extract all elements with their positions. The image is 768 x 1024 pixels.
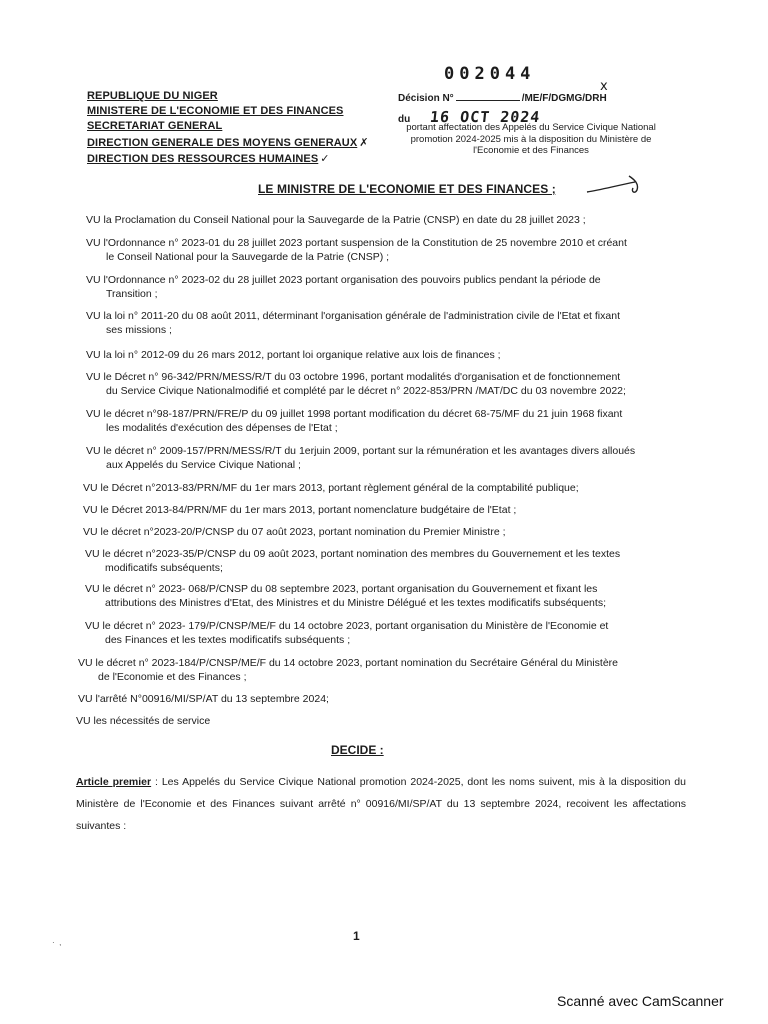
article-title: Article premier [76, 776, 152, 788]
header-administration-block [87, 89, 369, 167]
vu-item-line: VU le décret n°2023-35/P/CNSP du 09 août 2023, portant nomination des membres du Gouvernement et les textes [85, 548, 621, 560]
vu-item-line: VU le Décret 2013-84/PRN/MF du 1er mars 2013, portant nomenclature budgétaire de l'Etat ; [83, 504, 517, 516]
vu-item [85, 582, 685, 610]
vu-item-continuation: modificatifs subséquents; [105, 562, 223, 574]
vu-item [78, 692, 678, 706]
vu-item-continuation: aux Appelés du Service Civique National ; [106, 459, 301, 471]
handwritten-mark-icon: ✗ [359, 135, 369, 149]
vu-item-line: VU le décret n° 2023- 179/P/CNSP/ME/F du 14 octobre 2023, portant organisation du Ministère de l'Economie et [85, 620, 609, 632]
vu-item [85, 547, 685, 575]
vu-item-line: VU le décret n° 2009-157/PRN/MESS/R/T du 1erjuin 2009, portant sur la rémunération et les avantages divers alloués [86, 445, 636, 457]
header-direction-rh [87, 151, 369, 167]
decide-heading: DECIDE : [331, 743, 384, 757]
vu-item-line: VU le décret n°2023-20/P/CNSP du 07 août 2023, portant nomination du Premier Ministre ; [83, 526, 506, 538]
vu-item-line: VU les nécessités de service [76, 715, 211, 727]
vu-item-line: VU le décret n°98-187/PRN/FRE/P du 09 juillet 1998 portant modification du décret 68-75/MF du 21 juin 1968 fixant [86, 408, 623, 420]
vu-item [86, 444, 686, 472]
vu-item-line: VU le décret n° 2023- 068/P/CNSP du 08 septembre 2023, portant organisation du Gouvernement et fixant les [85, 583, 598, 595]
decision-reference-line [398, 93, 607, 104]
decision-label: Décision N° [398, 93, 454, 104]
vu-item-continuation: le Conseil National pour la Sauvegarde de la Patrie (CNSP) ; [106, 251, 390, 263]
vu-item-continuation: ses missions ; [106, 324, 172, 336]
vu-item [76, 714, 676, 728]
vu-item [86, 309, 686, 337]
article-premier [76, 771, 686, 837]
vu-item-continuation: du Service Civique Nationalmodifié et complété par le décret n° 2022-853/PRN /MAT/DC du 03 novembre 2022; [106, 385, 626, 397]
vu-item-line: VU l'arrêté N°00916/MI/SP/AT du 13 septembre 2024; [78, 693, 329, 705]
vu-item [85, 619, 685, 647]
header-ministere: MINISTERE DE L'ECONOMIE ET DES FINANCES [87, 105, 344, 118]
vu-item-continuation: les modalités d'exécution des dépenses de l'Etat ; [106, 422, 338, 434]
signature-scrawl-icon [585, 170, 645, 200]
scan-specks: · , [52, 938, 62, 947]
vu-item-line: VU l'Ordonnance n° 2023-02 du 28 juillet 2023 portant organisation des pouvoirs publics pendant la période de [86, 274, 601, 286]
header-direction-rh-text: DIRECTION DES RESSOURCES HUMAINES [87, 152, 319, 165]
vu-item [86, 213, 686, 227]
vu-item [86, 370, 686, 398]
decision-du-label: du [398, 114, 411, 125]
vu-item [86, 236, 686, 264]
vu-item-line: VU la loi n° 2011-20 du 08 août 2011, déterminant l'organisation générale de l'administration civile de l'Etat et fixant [86, 310, 620, 322]
vu-item-line: VU le Décret n°2013-83/PRN/MF du 1er mars 2013, portant règlement général de la comptabilité publique; [83, 482, 579, 494]
decision-number: 002044 [444, 64, 536, 84]
vu-item [78, 656, 678, 684]
header-direction-generale-text: DIRECTION GENERALE DES MOYENS GENERAUX [87, 136, 358, 149]
decision-handwritten-mark: x [600, 79, 608, 94]
vu-item [86, 407, 686, 435]
vu-item-continuation: Transition ; [106, 288, 158, 300]
decision-blank-line [456, 100, 520, 101]
decision-date-stamp: 16 OCT 2024 [429, 108, 542, 126]
handwritten-check-icon: ✓ [320, 151, 330, 165]
vu-item [83, 525, 683, 539]
decision-subject: portant affectation des Appelés du Service Civique National promotion 2024-2025 mis à la disposition du Ministère de l'Economie et des Finances [406, 122, 656, 157]
vu-item-continuation: des Finances et les textes modificatifs subséquents ; [105, 634, 351, 646]
vu-item [83, 503, 683, 517]
vu-item-line: VU le décret n° 2023-184/P/CNSP/ME/F du 14 octobre 2023, portant nomination du Secrétaire Général du Ministère [78, 657, 618, 669]
header-republique: REPUBLIQUE DU NIGER [87, 90, 218, 102]
scanner-watermark: Scanné avec CamScanner [557, 993, 724, 1009]
vu-item-line: VU l'Ordonnance n° 2023-01 du 28 juillet 2023 portant suspension de la Constitution de 25 novembre 2010 et créant [86, 237, 627, 249]
document-title: LE MINISTRE DE L'ECONOMIE ET DES FINANCES ; [258, 182, 556, 196]
vu-item-line: VU la Proclamation du Conseil National pour la Sauvegarde de la Patrie (CNSP) en date du 28 juillet 2023 ; [86, 214, 586, 226]
article-text: : Les Appelés du Service Civique National promotion 2024-2025, dont les noms suivent, mis à la disposition du Ministère de l'Economie et des Finances suivant arrêté n° 00916/MI/SP/AT du 13 septembre 2024, recoivent les affectations suivantes : [76, 776, 686, 832]
vu-item [83, 481, 683, 495]
decision-suffix: /ME/F/DGMG/DRH [521, 93, 607, 104]
vu-item [86, 273, 686, 301]
vu-item-continuation: de l'Economie et des Finances ; [98, 671, 247, 683]
vu-item-line: VU le Décret n° 96-342/PRN/MESS/R/T du 03 octobre 1996, portant modalités d'organisation et de fonctionnement [86, 371, 621, 383]
header-direction-generale [87, 135, 369, 151]
header-secretariat: SECRETARIAT GENERAL [87, 120, 223, 133]
vu-item-line: VU la loi n° 2012-09 du 26 mars 2012, portant loi organique relative aux lois de finances ; [86, 349, 501, 361]
page-number: 1 [353, 929, 360, 943]
vu-item [86, 348, 686, 362]
vu-item-continuation: attributions des Ministres d'Etat, des Ministres et du Ministre Délégué et les textes modificatifs subséquents; [105, 597, 606, 609]
